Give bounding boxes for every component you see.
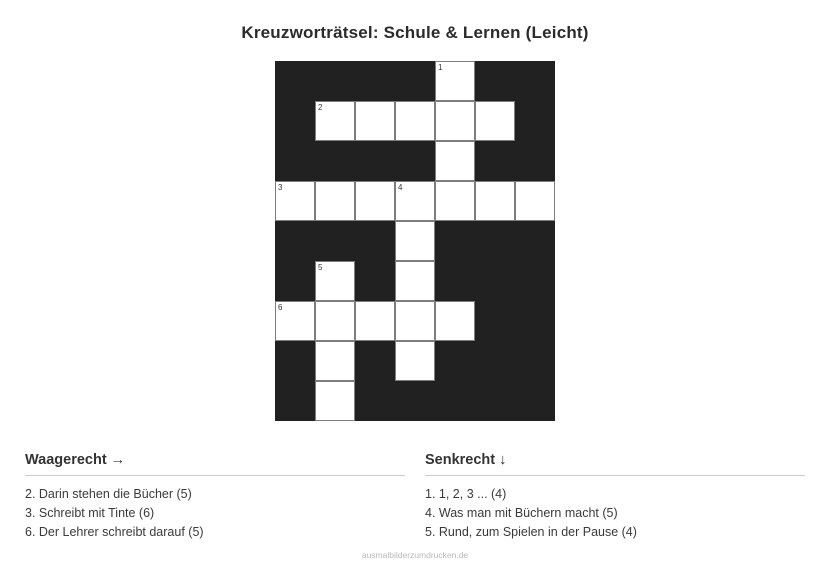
grid-cell-open[interactable] — [315, 101, 355, 141]
page-title: Kreuzworträtsel: Schule & Lernen (Leicht) — [241, 23, 589, 42]
clue-item: 2. Darin stehen die Bücher (5) — [25, 487, 192, 501]
grid-cell-open[interactable] — [315, 181, 355, 221]
grid-cell-block — [315, 221, 355, 261]
grid-cell-open[interactable] — [315, 341, 355, 381]
grid-cell-number: 6 — [278, 303, 283, 312]
grid-cell-block — [355, 141, 395, 181]
grid-cell-open[interactable] — [435, 301, 475, 341]
grid-cell-block — [395, 381, 435, 421]
grid-cell-number: 5 — [318, 263, 323, 272]
grid-cell-block — [435, 261, 475, 301]
footer-watermark: ausmalbilderzumdrucken.de — [361, 550, 469, 560]
clues-across — [25, 452, 405, 542]
grid-cell-block — [515, 341, 555, 381]
grid-cell-open[interactable] — [315, 261, 355, 301]
grid-cell-block — [355, 221, 395, 261]
grid-cell-open[interactable] — [275, 181, 315, 221]
clue-item: 3. Schreibt mit Tinte (6) — [25, 506, 155, 520]
grid-cell-block — [315, 61, 355, 101]
grid-cell-open[interactable] — [395, 221, 435, 261]
grid-cell-block — [275, 101, 315, 141]
grid-cell-open[interactable] — [275, 301, 315, 341]
grid-cell-block — [435, 381, 475, 421]
clue-item: 5. Rund, zum Spielen in der Pause (4) — [425, 525, 637, 539]
grid-cell-number: 3 — [278, 183, 283, 192]
grid-cell-block — [475, 261, 515, 301]
clue-item: 4. Was man mit Büchern macht (5) — [425, 506, 618, 520]
grid-cell-block — [275, 381, 315, 421]
grid-cell-open[interactable] — [435, 101, 475, 141]
grid-cell-open[interactable] — [435, 61, 475, 101]
grid-cell-open[interactable] — [475, 101, 515, 141]
grid-cell-open[interactable] — [395, 261, 435, 301]
grid-cell-block — [515, 301, 555, 341]
grid-cell-block — [275, 221, 315, 261]
grid-cell-block — [355, 261, 395, 301]
grid-cell-open[interactable] — [315, 381, 355, 421]
grid-cell-open[interactable] — [315, 301, 355, 341]
clue-item: 1. 1, 2, 3 ... (4) — [425, 487, 507, 501]
crossword-grid-container — [0, 61, 830, 421]
grid-cell-block — [275, 141, 315, 181]
grid-cell-open[interactable] — [515, 181, 555, 221]
grid-cell-block — [315, 141, 355, 181]
grid-cell-block — [475, 61, 515, 101]
grid-cell-open[interactable] — [395, 101, 435, 141]
grid-cell-open[interactable] — [355, 101, 395, 141]
grid-cell-block — [515, 141, 555, 181]
clues-down-heading: Senkrecht ↓ — [425, 452, 805, 476]
grid-cell-block — [395, 61, 435, 101]
grid-cell-block — [355, 341, 395, 381]
grid-cell-block — [475, 341, 515, 381]
grid-cell-open[interactable] — [355, 301, 395, 341]
grid-cell-block — [515, 221, 555, 261]
grid-cell-open[interactable] — [355, 181, 395, 221]
grid-cell-block — [475, 141, 515, 181]
grid-cell-block — [475, 381, 515, 421]
grid-cell-open[interactable] — [395, 181, 435, 221]
grid-cell-block — [475, 301, 515, 341]
grid-cell-open[interactable] — [435, 181, 475, 221]
clues-down — [425, 452, 805, 542]
grid-cell-block — [475, 221, 515, 261]
grid-cell-block — [435, 221, 475, 261]
grid-cell-number: 1 — [438, 63, 443, 72]
grid-cell-open[interactable] — [435, 141, 475, 181]
grid-cell-number: 2 — [318, 103, 323, 112]
grid-cell-open[interactable] — [475, 181, 515, 221]
grid-cell-block — [275, 61, 315, 101]
grid-cell-number: 4 — [398, 183, 403, 192]
grid-cell-block — [395, 141, 435, 181]
crossword-grid — [275, 61, 555, 421]
grid-cell-block — [515, 381, 555, 421]
grid-cell-open[interactable] — [395, 341, 435, 381]
clues-across-heading: Waagerecht → — [25, 452, 405, 476]
grid-cell-block — [275, 261, 315, 301]
grid-cell-block — [515, 61, 555, 101]
grid-cell-block — [355, 381, 395, 421]
clue-item: 6. Der Lehrer schreibt darauf (5) — [25, 525, 204, 539]
grid-cell-block — [515, 261, 555, 301]
grid-cell-block — [275, 341, 315, 381]
grid-cell-open[interactable] — [395, 301, 435, 341]
grid-cell-block — [515, 101, 555, 141]
grid-cell-block — [355, 61, 395, 101]
grid-cell-block — [435, 341, 475, 381]
clues-section — [0, 452, 830, 542]
